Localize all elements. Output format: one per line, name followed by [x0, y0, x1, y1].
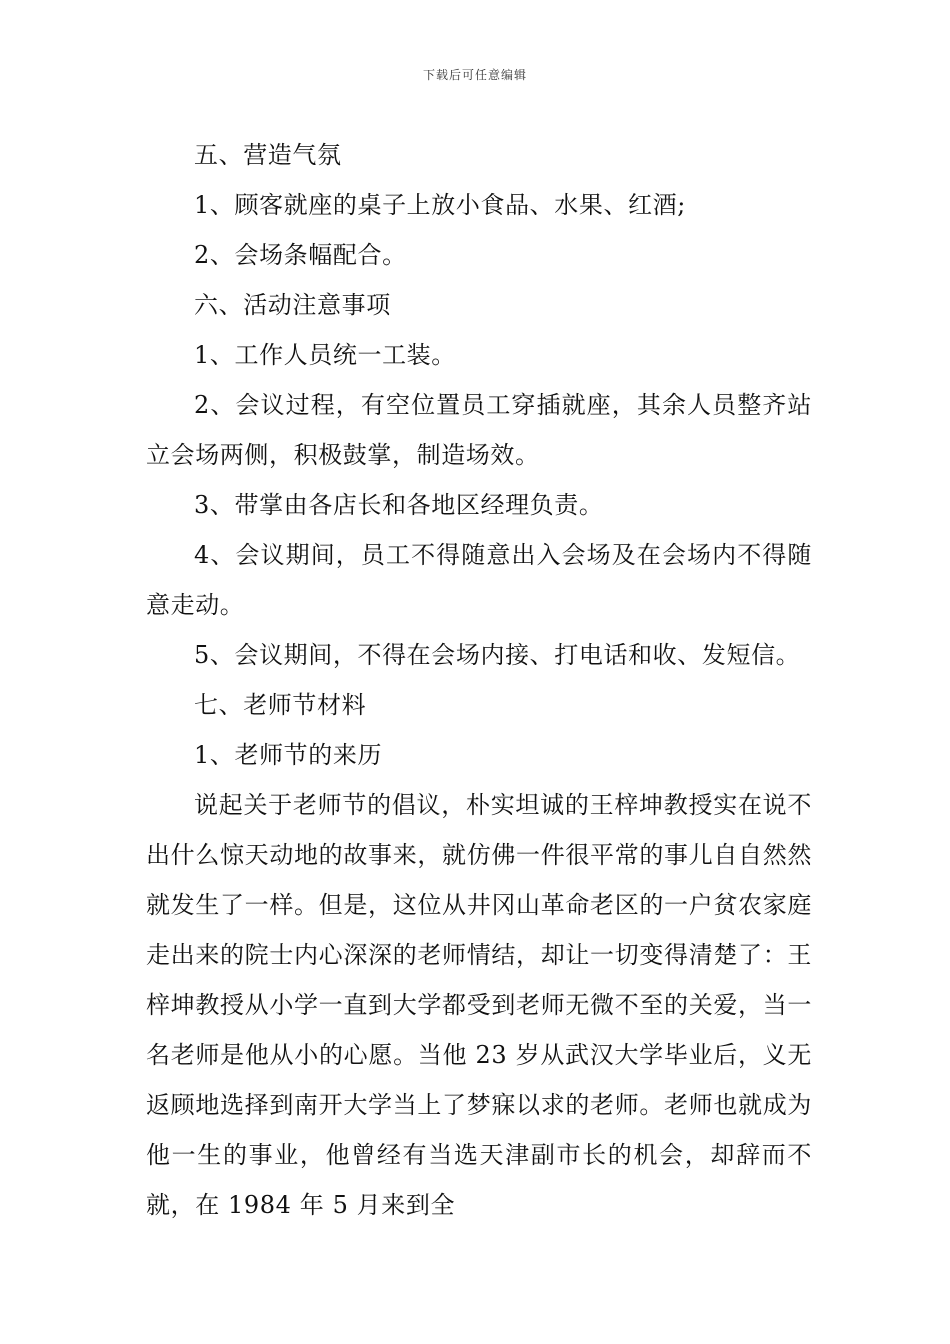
- list-item: 4、会议期间，员工不得随意出入会场及在会场内不得随意走动。: [146, 541, 812, 619]
- page-header-note: 下载后可任意编辑: [422, 68, 527, 82]
- section-heading-5: 五、营造气氛: [194, 141, 342, 169]
- list-item: 1、工作人员统一工装。: [194, 341, 456, 369]
- section-heading-7: 七、老师节材料: [194, 691, 367, 719]
- subsection-heading: 1、老师节的来历: [194, 741, 383, 769]
- list-item: 2、会议过程，有空位置员工穿插就座，其余人员整齐站立会场两侧，积极鼓掌，制造场效。: [146, 391, 812, 469]
- list-item: 5、会议期间，不得在会场内接、打电话和收、发短信。: [194, 641, 801, 669]
- section-heading-6: 六、活动注意事项: [194, 291, 391, 319]
- document-body: [146, 130, 812, 1230]
- list-item: 1、顾客就座的桌子上放小食品、水果、红酒;: [194, 191, 686, 219]
- list-item: 2、会场条幅配合。: [194, 241, 407, 269]
- body-paragraph: 说起关于老师节的倡议，朴实坦诚的王梓坤教授实在说不出什么惊天动地的故事来，就仿佛一件很平常的事儿自自然然就发生了一样。但是，这位从井冈山革命老区的一户贫农家庭走出来的院士内心深深的老师情结，却让一切变得清楚了：王梓坤教授从小学一直到大学都受到老师无微不至的关爱，当一名老师是他从小的心愿。当他 23 岁从武汉大学毕业后，义无返顾地选择到南开大学当上了梦寐以求的老师。老师也就成为他一生的事业，他曾经有当选天津副市长的机会，却辞而不就，在 1984 年 5 月来到全: [146, 791, 812, 1219]
- list-item: 3、带掌由各店长和各地区经理负责。: [194, 491, 604, 519]
